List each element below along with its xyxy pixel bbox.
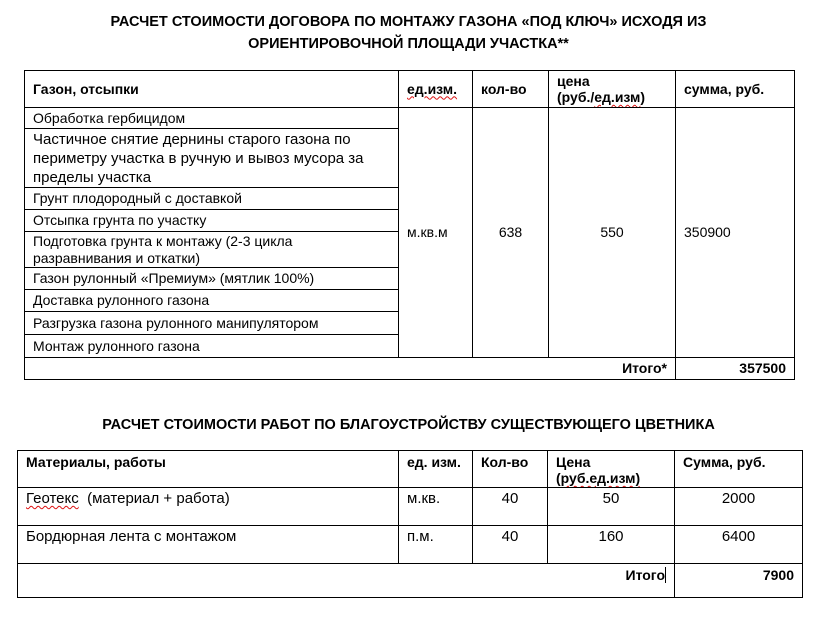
- header-price: Цена (руб.ед.изм): [548, 451, 675, 488]
- header-unit: ед.изм.: [399, 71, 473, 108]
- table-row: [18, 526, 803, 564]
- total-label: Итого*: [25, 358, 676, 380]
- header-qty: кол-во: [473, 71, 549, 108]
- header-sum: сумма, руб.: [676, 71, 795, 108]
- total-row: [25, 358, 795, 380]
- table-row: [25, 108, 795, 129]
- row-unit: м.кв.: [399, 488, 473, 526]
- table-header-row: [25, 71, 795, 108]
- row-sum: 2000: [675, 488, 803, 526]
- unit-cell: м.кв.м: [399, 108, 473, 358]
- total-value: 7900: [675, 564, 803, 598]
- lawn-cost-table: [24, 70, 795, 380]
- table-header-row: [18, 451, 803, 488]
- header-name: Газон, отсыпки: [25, 71, 399, 108]
- item-name: Частичное снятие дернины старого газона по периметру участка в ручную и вывоз мусора за пределы участка: [25, 129, 399, 188]
- contract-title-line1: РАСЧЕТ СТОИМОСТИ ДОГОВОРА ПО МОНТАЖУ ГАЗОНА «ПОД КЛЮЧ» ИСХОДЯ ИЗ: [110, 14, 707, 30]
- contract-title-line2: ОРИЕНТИРОВОЧНОЙ ПЛОЩАДИ УЧАСТКА**: [248, 36, 569, 52]
- row-qty: 40: [473, 526, 548, 564]
- item-name: Грунт плодородный с доставкой: [25, 188, 399, 210]
- header-name: Материалы, работы: [18, 451, 399, 488]
- total-row: [18, 564, 803, 598]
- contract-title: [0, 11, 817, 55]
- total-value: 357500: [676, 358, 795, 380]
- item-name: Монтаж рулонного газона: [25, 335, 399, 358]
- row-name: Бордюрная лента с монтажом: [18, 526, 399, 564]
- sum-cell: 350900: [676, 108, 795, 358]
- total-label: Итого: [18, 564, 675, 598]
- row-price: 50: [548, 488, 675, 526]
- row-sum: 6400: [675, 526, 803, 564]
- row-price: 160: [548, 526, 675, 564]
- table-row: [18, 488, 803, 526]
- item-name: Газон рулонный «Премиум» (мятлик 100%): [25, 268, 399, 290]
- flowerbed-cost-table: [17, 450, 803, 598]
- flowerbed-title: РАСЧЕТ СТОИМОСТИ РАБОТ ПО БЛАГОУСТРОЙСТВУ СУЩЕСТВУЮЩЕГО ЦВЕТНИКА: [102, 417, 715, 433]
- row-qty: 40: [473, 488, 548, 526]
- header-price: цена (руб./ед.изм): [549, 71, 676, 108]
- item-name: Подготовка грунта к монтажу (2-3 цикла разравнивания и откатки): [25, 232, 399, 268]
- qty-cell: 638: [473, 108, 549, 358]
- header-qty: Кол-во: [473, 451, 548, 488]
- item-name: Разгрузка газона рулонного манипулятором: [25, 312, 399, 335]
- header-unit: ед. изм.: [399, 451, 473, 488]
- price-cell: 550: [549, 108, 676, 358]
- item-name: Обработка гербицидом: [25, 108, 399, 129]
- row-name: Геотекс (материал + работа): [18, 488, 399, 526]
- item-name: Отсыпка грунта по участку: [25, 210, 399, 232]
- row-unit: п.м.: [399, 526, 473, 564]
- item-name: Доставка рулонного газона: [25, 290, 399, 312]
- header-sum: Сумма, руб.: [675, 451, 803, 488]
